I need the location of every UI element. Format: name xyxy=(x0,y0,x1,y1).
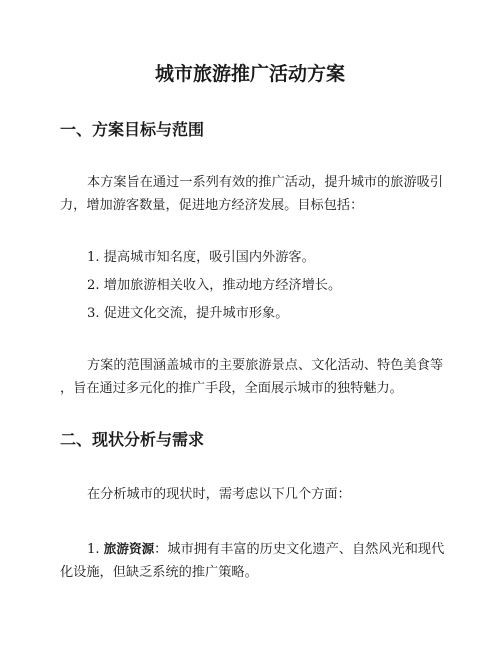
item-number: 1. xyxy=(87,542,104,557)
section2-intro-paragraph: 在分析城市的现状时，需考虑以下几个方面： xyxy=(87,487,351,502)
paragraph-line: 本方案旨在通过一系列有效的推广活动，提升城市的旅游吸引 xyxy=(87,175,444,190)
section-heading-status-needs: 二、现状分析与需求 xyxy=(60,430,205,449)
paragraph-line: 方案的范围涵盖城市的主要旅游景点、文化活动、特色美食等 xyxy=(87,358,444,373)
item-term-bold: 旅游资源 xyxy=(103,541,155,556)
section-heading-goals-scope: 一、方案目标与范围 xyxy=(60,120,205,139)
paragraph-line: 化设施，但缺乏系统的推广策略。 xyxy=(60,565,258,580)
goal-list-item: 3. 促进文化交流，提升城市形象。 xyxy=(87,306,289,321)
goal-list-item: 1. 提高城市知名度，吸引国内外游客。 xyxy=(87,250,315,265)
section1-intro-paragraph xyxy=(60,171,450,217)
section2-item-tourism-resources xyxy=(60,537,450,584)
goal-list-item: 2. 增加旅游相关收入，推动地方经济增长。 xyxy=(87,278,342,293)
document-title: 城市旅游推广活动方案 xyxy=(154,63,345,85)
paragraph-line: ，旨在通过多元化的推广手段，全面展示城市的独特魅力。 xyxy=(60,381,403,396)
paragraph-line: 力，增加游客数量，促进地方经济发展。目标包括： xyxy=(60,198,364,213)
item-text: ：城市拥有丰富的历史文化遗产、自然风光和现代 xyxy=(154,542,445,557)
section1-scope-paragraph xyxy=(60,354,450,400)
paragraph-line xyxy=(60,537,450,561)
